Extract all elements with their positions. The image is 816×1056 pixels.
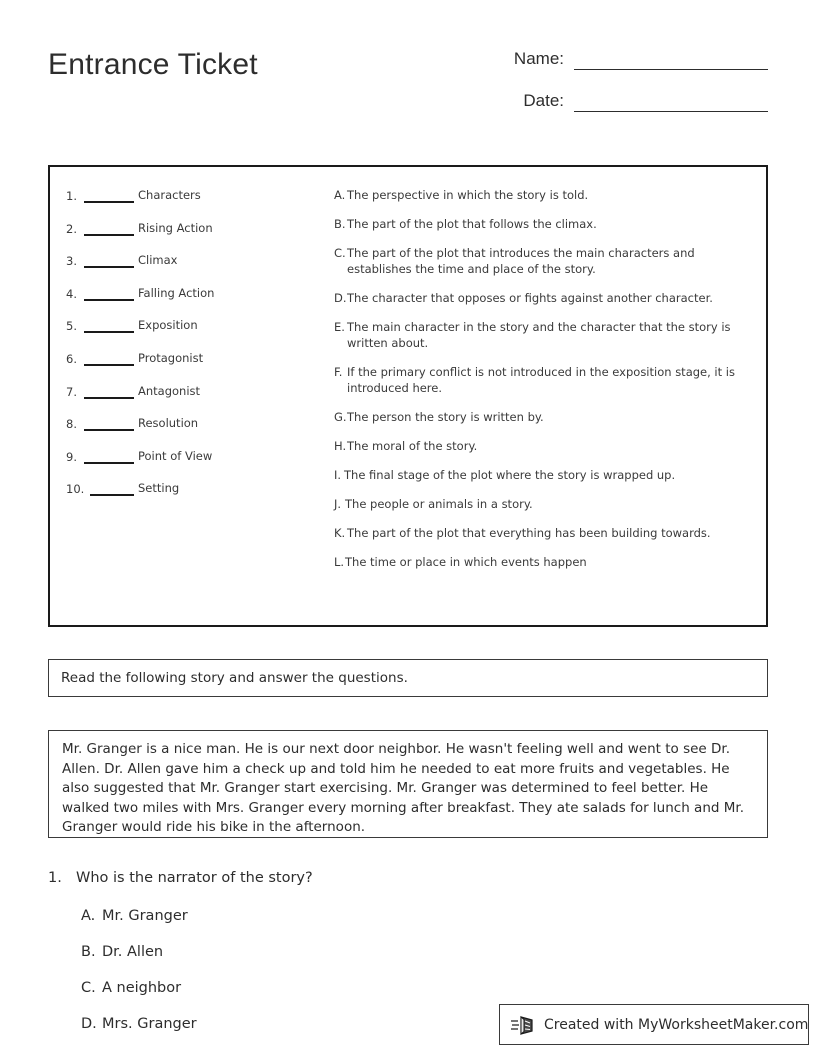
matching-answer-blank[interactable] [90, 480, 134, 496]
worksheet-header [48, 44, 768, 124]
matching-term-label: Characters [138, 188, 201, 202]
matching-term-label: Point of View [138, 448, 213, 463]
definition-letter: K. [334, 526, 346, 540]
matching-term-number: 6. [66, 351, 77, 366]
name-input-line[interactable] [574, 49, 768, 70]
definition-row[interactable] [334, 216, 749, 232]
matching-answer-blank[interactable] [84, 317, 134, 333]
matching-answer-blank[interactable] [84, 252, 134, 268]
matching-term-label: Setting [138, 481, 180, 496]
answer-choice[interactable] [81, 978, 768, 998]
matching-term-number: 1. [66, 189, 77, 203]
matching-term-label: Exposition [138, 318, 198, 333]
date-field-row [478, 86, 768, 112]
definition-text: The character that opposes or fights against another character. [347, 291, 713, 305]
matching-answer-blank[interactable] [84, 187, 134, 203]
matching-term-number: 10. [66, 482, 85, 497]
matching-term-number: 7. [66, 384, 77, 399]
matching-term-row[interactable] [66, 448, 316, 465]
matching-answer-blank[interactable] [84, 383, 134, 399]
question-row [48, 868, 768, 888]
instruction-box [48, 659, 768, 697]
matching-term-number: 5. [66, 319, 77, 334]
matching-terms-column [66, 187, 316, 513]
definition-letter: D. [334, 291, 347, 305]
worksheet-maker-badge[interactable] [499, 1004, 809, 1045]
answer-choice-letter: C. [81, 980, 96, 996]
definition-row[interactable] [334, 187, 749, 203]
matching-term-row[interactable] [66, 350, 316, 367]
definition-text: The person the story is written by. [347, 410, 544, 424]
instruction-text: Read the following story and answer the questions. [61, 670, 408, 686]
definition-letter: L. [334, 555, 345, 569]
answer-choice-letter: D. [81, 1016, 97, 1032]
answer-choice-letter: B. [81, 944, 96, 960]
question-text: Who is the narrator of the story? [76, 870, 313, 886]
matching-term-row[interactable] [66, 480, 316, 497]
definition-letter: A. [334, 188, 346, 202]
definition-letter: G. [334, 410, 347, 424]
definition-row[interactable] [334, 467, 749, 483]
matching-term-row[interactable] [66, 415, 316, 432]
definition-row[interactable] [334, 496, 749, 512]
story-passage-box [48, 730, 768, 838]
definition-row[interactable] [334, 409, 749, 425]
worksheet-maker-logo-icon [511, 1014, 537, 1036]
matching-answer-blank[interactable] [84, 448, 134, 464]
definition-text: The part of the plot that everything has been building towards. [347, 526, 711, 540]
matching-exercise-box [48, 165, 768, 627]
matching-answer-blank[interactable] [84, 415, 134, 431]
definition-letter: F. [334, 365, 343, 379]
definition-letter: I. [334, 468, 342, 482]
matching-term-row[interactable] [66, 285, 316, 302]
definition-text: The main character in the story and the character that the story is written about. [347, 320, 731, 350]
matching-answer-blank[interactable] [84, 220, 134, 236]
worksheet-maker-badge-text: Created with MyWorksheetMaker.com [544, 1016, 809, 1033]
definition-row[interactable] [334, 245, 749, 277]
matching-term-row[interactable] [66, 220, 316, 237]
definition-row[interactable] [334, 319, 749, 351]
matching-term-label: Resolution [138, 416, 199, 431]
date-field-label: Date: [523, 91, 564, 110]
definition-text: The people or animals in a story. [345, 497, 533, 511]
matching-definitions-column [334, 187, 749, 583]
definition-row[interactable] [334, 290, 749, 306]
definition-letter: H. [334, 439, 347, 453]
definition-text: The part of the plot that follows the climax. [347, 217, 597, 231]
matching-term-number: 8. [66, 417, 77, 432]
matching-term-label: Protagonist [138, 350, 204, 365]
definition-text: The time or place in which events happen [345, 555, 587, 569]
definition-text: The final stage of the plot where the story is wrapped up. [344, 468, 676, 482]
definition-text: The moral of the story. [347, 439, 478, 453]
definition-row[interactable] [334, 364, 749, 396]
story-passage-text: Mr. Granger is a nice man. He is our next door neighbor. He wasn't feeling well and went to see Dr. Allen. Dr. Allen gave him a check up and told him he needed to eat more fruits and vegetables. He also suggested that Mr. Granger start exercising. Mr. Granger was determined to feel better. He walked two miles with Mrs. Granger every morning after breakfast. They ate salads for lunch and Mr. Granger would ride his bike in the afternoon. [62, 741, 745, 835]
matching-term-number: 9. [66, 449, 77, 464]
definition-letter: C. [334, 246, 346, 260]
name-field-row [478, 44, 768, 70]
matching-term-row[interactable] [66, 252, 316, 269]
date-input-line[interactable] [574, 91, 768, 112]
student-info-fields [478, 44, 768, 128]
answer-choice-text: Mrs. Granger [102, 1016, 197, 1032]
matching-term-label: Rising Action [138, 220, 213, 235]
definition-row[interactable] [334, 525, 749, 541]
answer-choice-text: A neighbor [102, 980, 182, 996]
matching-term-row[interactable] [66, 383, 316, 400]
matching-term-number: 2. [66, 221, 77, 236]
definition-row[interactable] [334, 554, 749, 570]
matching-term-label: Antagonist [138, 383, 201, 398]
definition-letter: E. [334, 320, 345, 334]
definition-letter: J. [334, 497, 342, 511]
matching-term-number: 3. [66, 254, 77, 269]
matching-term-row[interactable] [66, 187, 316, 204]
name-field-label: Name: [513, 49, 564, 68]
answer-choice[interactable] [81, 906, 768, 926]
matching-term-row[interactable] [66, 317, 316, 334]
matching-answer-blank[interactable] [84, 350, 134, 366]
answer-choice[interactable] [81, 942, 768, 962]
matching-term-number: 4. [66, 286, 77, 301]
definition-text: If the primary conflict is not introduced in the exposition stage, it is introduced here. [347, 365, 735, 395]
answer-choice-letter: A. [81, 908, 96, 924]
answer-choice-text: Dr. Allen [102, 944, 164, 960]
definition-text: The part of the plot that introduces the main characters and establishes the time and place of the story. [347, 246, 695, 276]
definition-text: The perspective in which the story is told. [347, 188, 589, 202]
matching-answer-blank[interactable] [84, 285, 134, 301]
matching-term-label: Climax [138, 253, 178, 268]
answer-choice-text: Mr. Granger [102, 908, 188, 924]
definition-row[interactable] [334, 438, 749, 454]
definition-letter: B. [334, 217, 346, 231]
matching-term-label: Falling Action [138, 285, 215, 300]
question-number: 1. [48, 870, 62, 886]
page-title: Entrance Ticket [48, 48, 258, 81]
